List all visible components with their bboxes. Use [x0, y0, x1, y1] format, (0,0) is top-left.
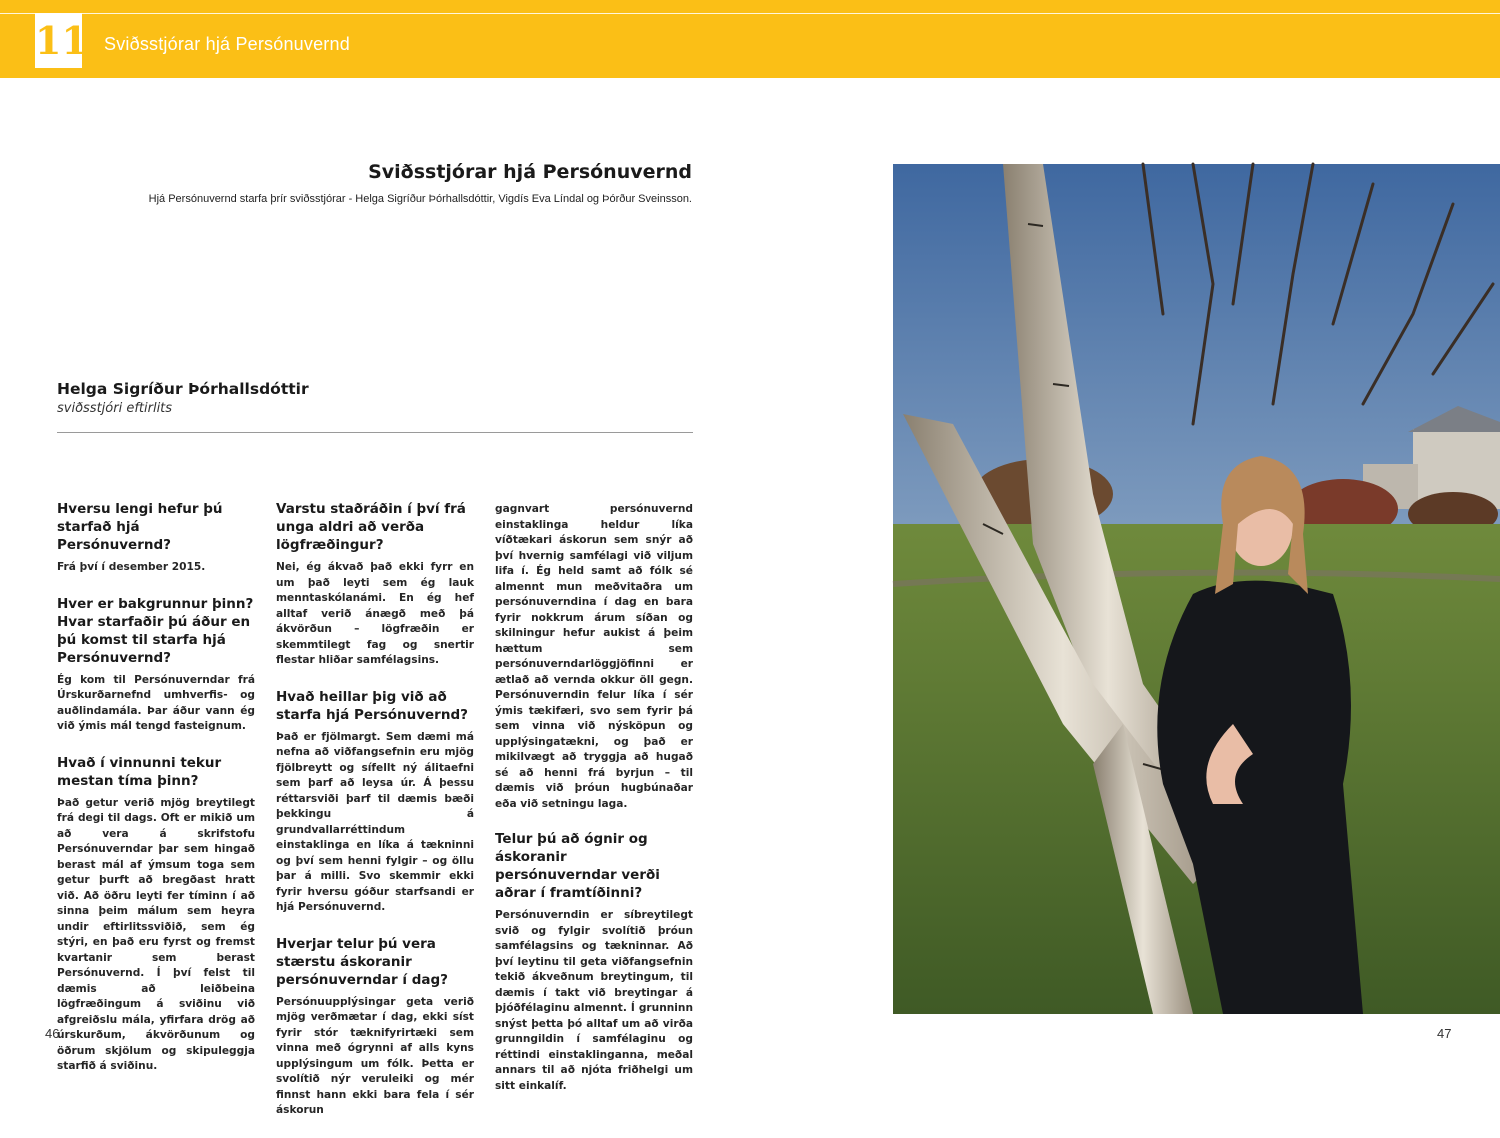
chapter-banner: [0, 0, 1500, 78]
person-role: sviðsstjóri eftirlits: [57, 401, 173, 416]
question: Hvað heillar þig við að starfa hjá Persónuvernd?: [276, 688, 468, 723]
page-number-right: 47: [1437, 1026, 1452, 1041]
question: Hver er bakgrunnur þinn? Hvar starfaðir þú áður en þú komst til starfa hjá Persónuvernd?: [57, 595, 254, 666]
question: Hverjar telur þú vera stærstu áskoranir persónuverndar í dag?: [276, 935, 448, 988]
person-name: Helga Sigríður Þórhallsdóttir: [57, 380, 309, 398]
answer: Persónuverndin er síbreytilegt svið og fylgir svolítið þróun samfélagsins og tækninnar. Að því leytinu til geta viðfangsefnin tekið ákveðnum breytingum, til dæmis í takt við breytingar á þjóðfélaginu almennt. Í grunninn snýst þetta þó alltaf um að virða grunngildin í samfélaginu og réttindi einstaklinganna, meðal annars til að njóta friðhelgi um sitt einkalíf.: [495, 909, 693, 1092]
chapter-title: Sviðsstjórar hjá Persónuvernd: [104, 34, 350, 54]
question: Hvað í vinnunni tekur mestan tíma þinn?: [57, 754, 222, 789]
text-column-2: [276, 500, 474, 1138]
divider-rule: [57, 432, 693, 433]
question: Hversu lengi hefur þú starfað hjá Persónuvernd?: [57, 501, 223, 553]
article-title: Sviðsstjórar hjá Persónuvernd: [368, 161, 692, 183]
answer: Það er fjölmargt. Sem dæmi má nefna að viðfangsefnin eru mjög fjölbreytt og sífellt ný álitaefni sem þarf að leysa úr. Á þessu réttarsviði þarf til dæmis bæði þekkingu á grundvallarréttindum einstaklinga en líka á tækninni og því sem henni fylgir – og öllu þar á milli. Svo skemmir ekki fyrir hversu góður starfsandi er hjá Persónuvernd.: [276, 730, 474, 913]
article-intro: Hjá Persónuvernd starfa þrír sviðsstjórar - Helga Sigríður Þórhallsdóttir, Vigdís Eva Líndal og Þórður Sveinsson.: [148, 193, 692, 205]
answer: Ég kom til Persónuverndar frá Úrskurðarnefnd umhverfis- og auðlindamála. Þar áður vann ég við ýmis mál tengd fasteignum.: [57, 673, 255, 732]
answer: Frá því í desember 2015.: [57, 561, 206, 573]
answer: Persónuupplýsingar geta verið mjög verðmætar í dag, ekki síst fyrir stór tæknifyrirtæki sem vinna með ógrynni af alls kyns upplýsingum um fólk. Þetta er svolítið nýr veruleiki og mér finnst hann ekki bara fela í sér áskorun: [276, 995, 474, 1116]
answer: Það getur verið mjög breytilegt frá degi til dags. Oft er mikið um að vera á skrifstofu Persónuverndar þar sem hingað berast mál af ýmsum toga sem getur þurft að bregðast hratt við. Að öðru leyti fer tíminn í að sinna þeim málum sem heyra undir eftirlitssviðið, sem ég stýri, en það eru fyrst og fremst kvartanir sem berast Persónuvernd. Í því felst til dæmis að leiðbeina lögfræðingum á sviðinu við afgreiðslu mála, yfirfara drög að úrskurðum, ákvörðunum og öðrum skjölum og skipuleggja starfið á sviðinu.: [57, 796, 255, 1072]
portrait-illustration: [893, 164, 1500, 1014]
banner-divider: [0, 13, 1500, 14]
question: Varstu staðráðin í því frá unga aldri að verða lögfræðingur?: [276, 501, 466, 553]
text-column-3: [495, 502, 693, 1112]
chapter-number: 11: [35, 13, 82, 68]
portrait-photo: [893, 164, 1500, 1014]
answer-continued: gagnvart persónuvernd einstaklinga heldur líka víðtækari áskorun sem snýr að því hvernig samfélagi við viljum lifa í. Ég held samt að fólk sé almennt mun meðvitaðra um persónuverndina í dag en bara fyrir nokkrum árum síðan og skilningur hefur aukist á þeim hættum sem persónuverndarlöggjöfinni er ætlað að vernda okkur öll gegn. Persónuverndin felur líka í sér ýmis tækifæri, svo sem fyrir þá sem vinna við nýsköpun og upplýsingatækni, og það er mikilvægt að tryggja að hugað sé að henni frá byrjun – til dæmis við þróun hugbúnaðar eða við setningu laga.: [495, 503, 693, 810]
question: Telur þú að ógnir og áskoranir persónuverndar verði aðrar í framtíðinni?: [495, 831, 660, 901]
text-column-1: [57, 500, 255, 1094]
page-number-left: 46: [45, 1026, 60, 1041]
answer: Nei, ég ákvað það ekki fyrr en um það leyti sem ég lauk menntaskólanámi. En ég hef alltaf verið ánægð með þá ákvörðun – lögfræðin er skemmtilegt fag og snertir flestar hliðar samfélagsins.: [276, 561, 474, 666]
